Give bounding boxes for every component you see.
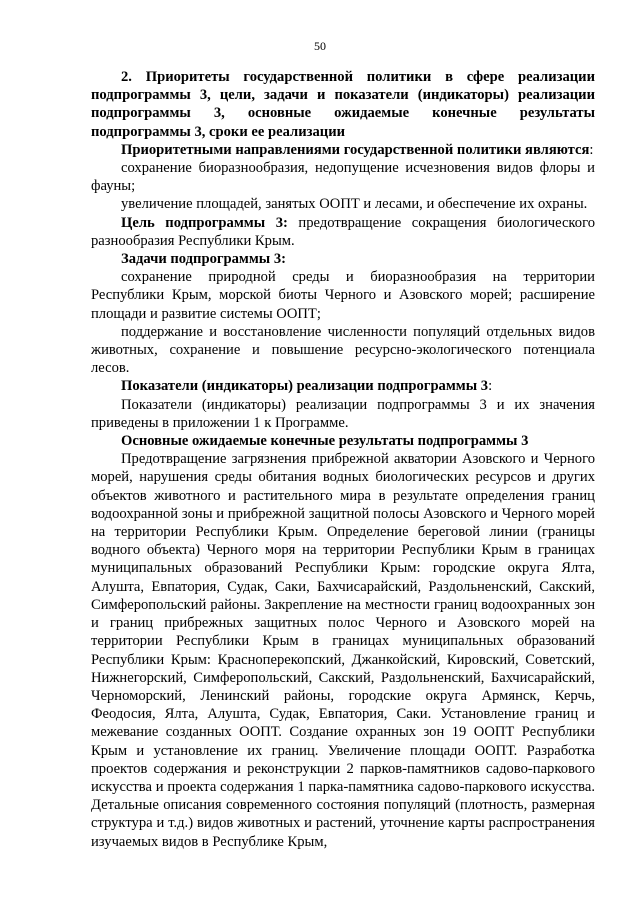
results-text: Предотвращение загрязнения прибрежной акватории Азовского и Черного морей, нарушения среды обитания водных биологических ресурсов и других объектов животного и растительного мира в результате определения границ водоохранной зоны и прибрежной защитной полосы Азовского и Черного морей на территории Республики Крым. Определение береговой линии (границы водного объекта) Черного моря на территории Республики Крым в границах муниципальных образований Республики Крым: городские округа Ялта, Алушта, Евпатория, Судак, Саки, Бахчисарайский, Раздольненский, Сакский, Симферопольский районы. Закрепление на местности границ водоохранных зон и границ прибрежных защитных полос Черного и Азовского морей на территории Республики Крым в границах муниципальных образований Республики Крым: Красноперекопский, Джанкойский, Кировский, Советский, Нижнегорский, Симферопольский, Сакский, Раздольненский, Бахчисарайский, Черноморский, Ленинский районы, городские округа Армянск, Керчь, Феодосия, Ялта, Алушта, Судак, Евпатория, Саки. Установление границ и межевание созданных ООПТ. Создание охранных зон 19 ООПТ Республики Крым и установление их границ. Увеличение площади ООПТ. Разработка проектов содержания и реконструкции 2 парков-памятников садово-паркового искусства и проекта содержания 1 парка-памятника садово-паркового искусства. Детальные описания современного состояния популяций (плотность, размерная структура и т.д.) видов животных и растений, уточнение карты распространения изучаемых видов в Республике Крым, (91, 451, 595, 850)
priority-suffix: : (589, 141, 594, 158)
results-label: Основные ожидаемые конечные результаты подпрограммы 3 (121, 433, 529, 450)
section-heading: 2. Приоритеты государственной политики в сфере реализации подпрограммы 3, цели, задачи и показатели (индикаторы) реализации подпрограммы 3, основные ожидаемые конечные результаты подпрограммы 3, сроки ее реализации (91, 69, 595, 140)
page-number: 50 (314, 39, 326, 53)
priority-paragraph (91, 141, 595, 159)
task-item: поддержание и восстановление численности популяций отдельных видов животных, сохранение и повышение ресурсно-экологического потенциала лесов. (91, 323, 595, 377)
indicators-text: Показатели (индикаторы) реализации подпрограммы 3 и их значения приведены в приложении 1 к Программе. (91, 396, 595, 431)
goal-label: Цель подпрограммы 3: (121, 214, 288, 231)
indicators-heading (91, 377, 595, 395)
goal-paragraph (91, 214, 595, 250)
indicators-label: Показатели (индикаторы) реализации подпрограммы 3 (121, 378, 489, 395)
priority-item: увеличение площадей, занятых ООПТ и лесами, и обеспечение их охраны. (121, 196, 588, 213)
priority-label: Приоритетными направлениями государственной политики являются (121, 141, 590, 158)
indicators-suffix: : (488, 378, 493, 395)
priority-item: сохранение биоразнообразия, недопущение исчезновения видов флоры и фауны; (91, 160, 595, 195)
page-content (91, 68, 595, 851)
task-item: сохранение природной среды и биоразнообразия на территории Республики Крым, морской биоты Черного и Азовского морей; расширение площади и развитие системы ООПТ; (91, 269, 595, 322)
goal-text: предотвращение сокращения биологического разнообразия Республики Крым. (91, 214, 595, 249)
tasks-label: Задачи подпрограммы 3: (121, 251, 286, 268)
